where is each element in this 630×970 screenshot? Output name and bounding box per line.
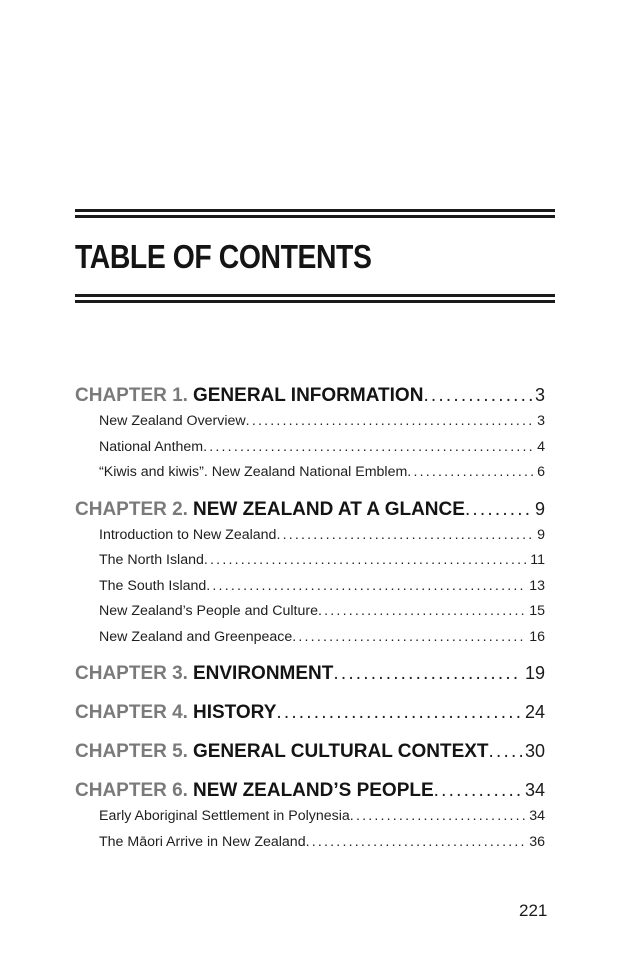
chapter-title: HISTORY	[192, 702, 277, 723]
section-page-number: 13	[529, 577, 545, 594]
dot-leader	[204, 552, 527, 568]
toc-section[interactable]	[75, 578, 545, 604]
section-title: New Zealand and Greenpeace	[99, 628, 293, 645]
section-page-number: 3	[537, 413, 545, 429]
chapter-number: CHAPTER 3.	[75, 663, 188, 684]
dot-leader	[203, 439, 534, 455]
toc-chapter-5[interactable]	[75, 741, 545, 769]
dot-leader	[206, 578, 526, 594]
section-page-number: 6	[537, 464, 545, 480]
dot-leader	[434, 780, 522, 802]
rule-line	[75, 209, 555, 212]
section-page-number: 36	[529, 833, 545, 850]
section-title: Introduction to New Zealand	[99, 526, 277, 543]
chapter-number: CHAPTER 4.	[75, 702, 188, 723]
dot-leader	[246, 413, 534, 429]
dot-leader	[292, 629, 526, 645]
toc-chapter-1[interactable]	[75, 385, 545, 413]
toc-section[interactable]	[75, 439, 545, 465]
section-title: National Anthem	[99, 438, 204, 455]
toc-section[interactable]	[75, 552, 545, 578]
toc-chapter-3[interactable]	[75, 663, 545, 691]
chapter-page-number: 34	[524, 780, 545, 800]
toc-chapter-4[interactable]	[75, 702, 545, 730]
toc-section[interactable]	[75, 808, 545, 834]
rule-line	[75, 294, 555, 297]
dot-leader	[306, 834, 527, 850]
chapter-title: GENERAL CULTURAL CONTEXT	[192, 741, 489, 762]
toc-section[interactable]	[75, 527, 545, 553]
section-title: The North Island	[99, 552, 204, 568]
toc-section[interactable]	[75, 629, 545, 655]
dot-leader	[489, 741, 522, 763]
section-title: The South Island	[99, 577, 207, 594]
section-page-number: 34	[529, 808, 545, 824]
chapter-title: GENERAL INFORMATION	[192, 385, 424, 406]
chapter-number: CHAPTER 2.	[75, 498, 188, 520]
bottom-double-rule	[75, 294, 555, 303]
section-title: New Zealand’s People and Culture	[99, 603, 318, 619]
section-page-number: 15	[529, 603, 545, 619]
chapter-title: NEW ZEALAND AT A GLANCE	[192, 498, 465, 520]
chapter-title: NEW ZEALAND’S PEOPLE	[192, 780, 434, 801]
section-page-number: 11	[530, 552, 545, 568]
table-of-contents	[75, 385, 545, 859]
chapter-page-number: 3	[534, 385, 545, 405]
chapter-title: ENVIRONMENT	[192, 663, 334, 684]
toc-chapter-2[interactable]	[75, 499, 545, 527]
rule-line	[75, 215, 555, 218]
toc-chapter-6[interactable]	[75, 780, 545, 808]
page-title: TABLE OF CONTENTS	[75, 238, 372, 275]
dot-leader	[423, 385, 532, 407]
chapter-page-number: 19	[524, 663, 545, 683]
dot-leader	[350, 808, 526, 824]
page-number: 221	[519, 901, 548, 920]
section-title: The Māori Arrive in New Zealand	[99, 833, 306, 850]
chapter-number: CHAPTER 5.	[75, 741, 188, 762]
chapter-page-number: 9	[534, 498, 545, 519]
section-title: Early Aboriginal Settlement in Polynesia	[99, 808, 350, 824]
chapter-page-number: 24	[524, 702, 545, 722]
rule-line	[75, 300, 555, 303]
chapter-number: CHAPTER 1.	[75, 385, 188, 406]
section-title: New Zealand Overview	[99, 413, 246, 429]
dot-leader	[333, 663, 522, 685]
dot-leader	[407, 464, 534, 480]
top-double-rule	[75, 209, 555, 218]
section-title: “Kiwis and kiwis”. New Zealand National Emblem	[99, 464, 408, 480]
chapter-page-number: 30	[524, 741, 545, 761]
toc-section[interactable]	[75, 464, 545, 490]
section-page-number: 16	[529, 628, 545, 645]
dot-leader	[276, 702, 522, 724]
dot-leader	[465, 499, 532, 521]
toc-section[interactable]	[75, 603, 545, 629]
dot-leader	[318, 603, 526, 619]
section-page-number: 9	[537, 526, 545, 543]
section-page-number: 4	[537, 438, 545, 455]
toc-section[interactable]	[75, 413, 545, 439]
toc-section[interactable]	[75, 834, 545, 860]
dot-leader	[276, 527, 534, 543]
chapter-number: CHAPTER 6.	[75, 780, 188, 801]
